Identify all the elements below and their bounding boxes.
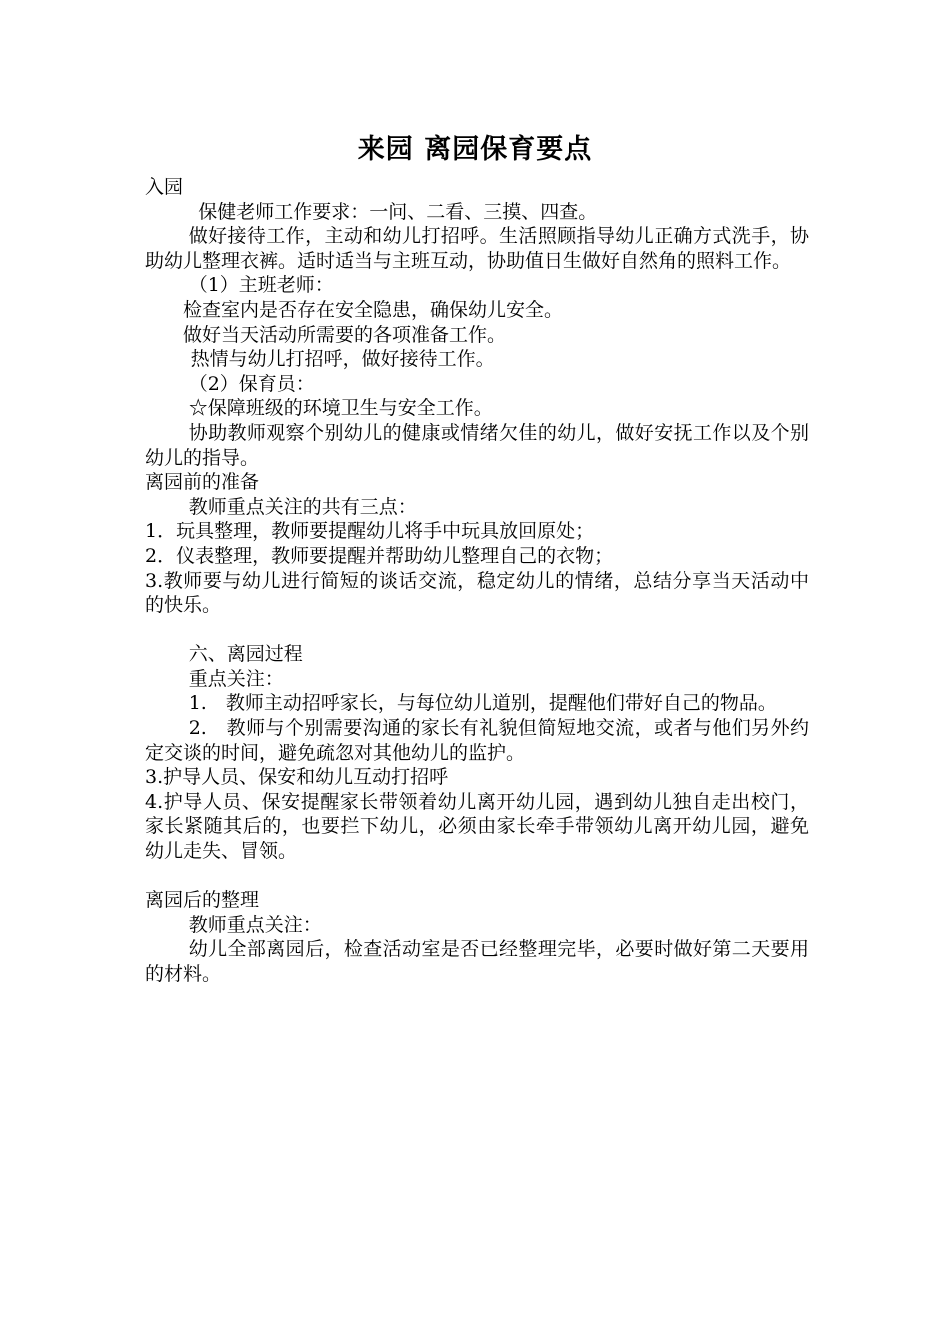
paragraph-reception: 做好接待工作，主动和幼儿打招呼。生活照顾指导幼儿正确方式洗手，协助幼儿整理衣裤。适时适当与主班互动，协助值日生做好自然角的照料工作。 (145, 225, 809, 272)
list-item: 1. 教师主动招呼家长，与每位幼儿道别，提醒他们带好自己的物品。 (188, 692, 777, 715)
paragraph-health-teacher: 保健老师工作要求：一问、二看、三摸、四查。 (198, 200, 598, 223)
paragraph-leaving-intro: 重点关注： (188, 667, 284, 690)
caregiver-item: ☆保障班级的环境卫生与安全工作。 (188, 397, 493, 420)
document-title: 来园 离园保育要点 (357, 134, 593, 165)
blank-line (145, 618, 809, 643)
list-item: 2．仪表整理，教师要提醒并帮助幼儿整理自己的衣物； (145, 544, 614, 567)
paragraph-after-leaving-body: 幼儿全部离园后，检查活动室是否已经整理完毕，必要时做好第二天要用的材料。 (145, 938, 809, 985)
list-item: 3.教师要与幼儿进行简短的谈话交流，稳定幼儿的情绪，总结分享当天活动中的快乐。 (145, 569, 809, 617)
list-item: 1．玩具整理，教师要提醒幼儿将手中玩具放回原处； (145, 520, 595, 543)
section-heading-arrival: 入园 (145, 176, 184, 198)
head-teacher-item: 检查室内是否存在安全隐患，确保幼儿安全。 (183, 298, 564, 321)
caregiver-item: 协助教师观察个别幼儿的健康或情绪欠佳的幼儿，做好安抚工作以及个别幼儿的指导。 (145, 421, 809, 469)
section-heading-after-leaving: 离园后的整理 (145, 889, 260, 912)
head-teacher-item: 热情与幼儿打招呼，做好接待工作。 (190, 348, 495, 371)
list-item: 3.护导人员、保安和幼儿互动打招呼 (145, 766, 449, 789)
paragraph-after-leaving-intro: 教师重点关注： (188, 913, 322, 936)
label-head-teacher: （1）主班老师： (188, 274, 334, 297)
label-caregiver: （2）保育员： (188, 372, 315, 395)
blank-line (145, 864, 809, 889)
list-item: 2. 教师与个别需要沟通的家长有礼貌但简短地交流，或者与他们另外约定交谈的时间，避免疏忽对其他幼儿的监护。 (145, 717, 809, 764)
head-teacher-item: 做好当天活动所需要的各项准备工作。 (183, 323, 507, 346)
section-heading-leaving: 六、离园过程 (188, 643, 303, 666)
paragraph-before-leaving-intro: 教师重点关注的共有三点： (188, 495, 417, 518)
section-heading-before-leaving: 离园前的准备 (145, 471, 260, 494)
document-body (145, 175, 809, 987)
list-item: 4.护导人员、保安提醒家长带领着幼儿离开幼儿园，遇到幼儿独自走出校门，家长紧随其后的，也要拦下幼儿，必须由家长牵手带领幼儿离开幼儿园，避免幼儿走失、冒领。 (145, 790, 809, 863)
